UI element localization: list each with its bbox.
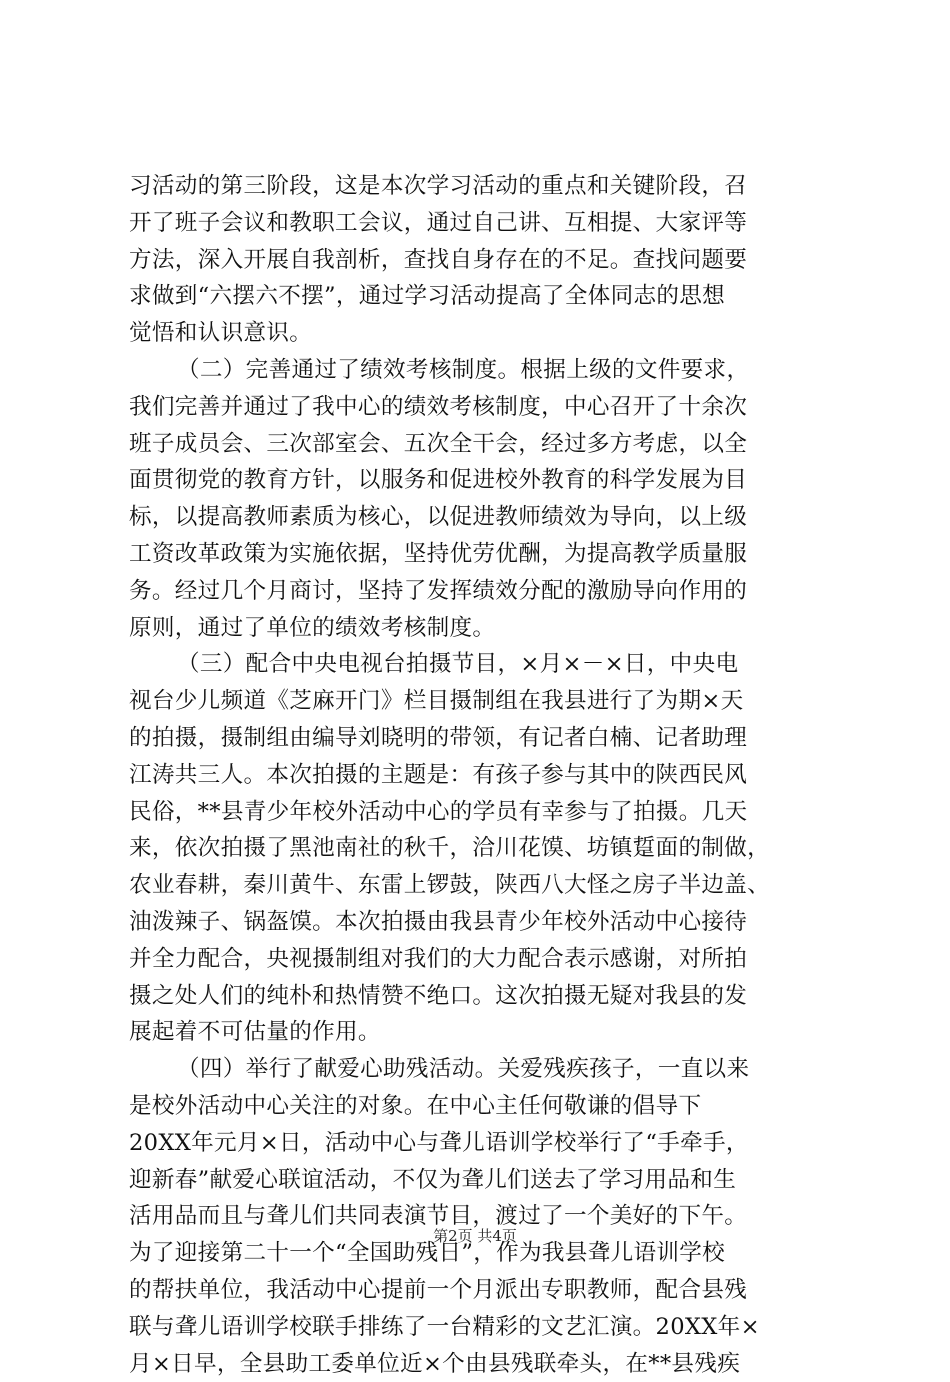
text-line: 视台少儿频道《芝麻开门》栏目摄制组在我县进行了为期×天 (129, 683, 839, 720)
text-line: 觉悟和认识意识。 (129, 315, 839, 352)
text-line: 工资改革政策为实施依据，坚持优劳优酬，为提高教学质量服 (129, 536, 839, 573)
text-line: 我们完善并通过了我中心的绩效考核制度，中心召开了十余次 (129, 389, 839, 426)
text-line: 的帮扶单位，我活动中心提前一个月派出专职教师，配合县残 (129, 1272, 839, 1309)
text-line: 务。经过几个月商讨，坚持了发挥绩效分配的激励导向作用的 (129, 573, 839, 610)
text-line: 农业春耕，秦川黄牛、东雷上锣鼓，陕西八大怪之房子半边盖、 (129, 867, 839, 904)
text-line: 江涛共三人。本次拍摄的主题是：有孩子参与其中的陕西民风 (129, 757, 839, 794)
text-line: 月×日早，全县助工委单位近×个由县残联牵头，在**县残疾 (129, 1346, 839, 1382)
page-footer: 第2页 共4页 (0, 1226, 950, 1246)
text-line: 并全力配合，央视摄制组对我们的大力配合表示感谢，对所拍 (129, 941, 839, 978)
text-line: 迎新春”献爱心联谊活动，不仅为聋儿们送去了学习用品和生 (129, 1162, 839, 1199)
text-line: 方法，深入开展自我剖析，查找自身存在的不足。查找问题要 (129, 242, 839, 279)
text-line: 标，以提高教师素质为核心，以促进教师绩效为导向，以上级 (129, 499, 839, 536)
text-line: 原则，通过了单位的绩效考核制度。 (129, 610, 839, 647)
text-line: 开了班子会议和教职工会议，通过自己讲、互相提、大家评等 (129, 205, 839, 242)
paragraph-first-line: （四）举行了献爱心助残活动。关爱残疾孩子，一直以来 (129, 1051, 839, 1088)
body-text (129, 168, 839, 1382)
text-line: 油泼辣子、锅盔馍。本次拍摄由我县青少年校外活动中心接待 (129, 904, 839, 941)
text-line: 摄之处人们的纯朴和热情赞不绝口。这次拍摄无疑对我县的发 (129, 978, 839, 1015)
text-line: 联与聋儿语训学校联手排练了一台精彩的文艺汇演。20XX年× (129, 1309, 839, 1346)
text-line: 是校外活动中心关注的对象。在中心主任何敬谦的倡导下 (129, 1088, 839, 1125)
text-line: 面贯彻党的教育方针，以服务和促进校外教育的科学发展为目 (129, 462, 839, 499)
text-line: 20XX年元月×日，活动中心与聋儿语训学校举行了“手牵手， (129, 1125, 839, 1162)
text-line: 展起着不可估量的作用。 (129, 1014, 839, 1051)
text-line: 活用品而且与聋儿们共同表演节目，渡过了一个美好的下午。 (129, 1198, 839, 1235)
paragraph-first-line: （三）配合中央电视台拍摄节目，×月×－×日，中央电 (129, 646, 839, 683)
text-line: 民俗，**县青少年校外活动中心的学员有幸参与了拍摄。几天 (129, 794, 839, 831)
text-line: 求做到“六摆六不摆”，通过学习活动提高了全体同志的思想 (129, 278, 839, 315)
text-line: 来，依次拍摄了黑池南社的秋千，洽川花馍、坊镇踅面的制做， (129, 830, 839, 867)
text-line: 习活动的第三阶段，这是本次学习活动的重点和关键阶段，召 (129, 168, 839, 205)
text-line: 为了迎接第二十一个“全国助残日”，作为我县聋儿语训学校 (129, 1235, 839, 1272)
text-line: 班子成员会、三次部室会、五次全干会，经过多方考虑，以全 (129, 426, 839, 463)
text-line: 的拍摄，摄制组由编导刘晓明的带领，有记者白楠、记者助理 (129, 720, 839, 757)
paragraph-first-line: （二）完善通过了绩效考核制度。根据上级的文件要求， (129, 352, 839, 389)
